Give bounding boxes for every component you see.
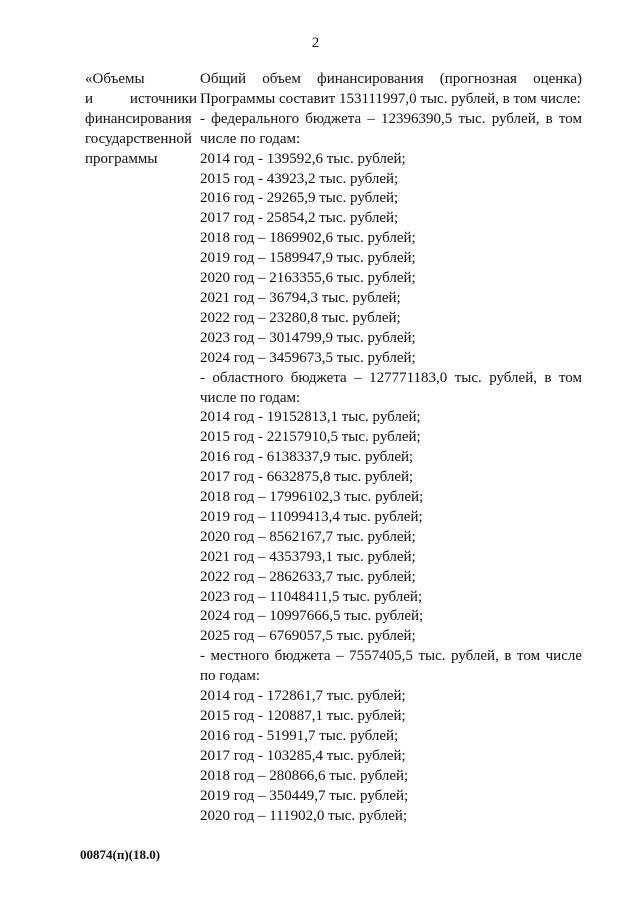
federal-year-line: 2016 год - 29265,9 тыс. рублей;: [200, 190, 399, 207]
federal-year-line: 2018 год – 1869902,6 тыс. рублей;: [200, 230, 416, 247]
federal-year-line: 2022 год – 23280,8 тыс. рублей;: [200, 309, 401, 326]
regional-header-line: - областного бюджета – 127771183,0 тыс. рублей, в том: [200, 369, 582, 386]
regional-year-line: 2025 год – 6769057,5 тыс. рублей;: [200, 628, 416, 645]
intro-line: - федерального бюджета – 12396390,5 тыс. рублей, в том: [200, 110, 582, 127]
local-year-line: 2016 год - 51991,7 тыс. рублей;: [200, 727, 399, 744]
federal-year-line: 2017 год - 25854,2 тыс. рублей;: [200, 210, 399, 227]
local-year-line: 2014 год - 172861,7 тыс. рублей;: [200, 688, 406, 705]
local-year-line: 2018 год – 280866,6 тыс. рублей;: [200, 767, 409, 784]
regional-year-line: 2024 год – 10997666,5 тыс. рублей;: [200, 608, 424, 625]
regional-year-line: 2020 год – 8562167,7 тыс. рублей;: [200, 528, 416, 545]
federal-year-line: 2020 год – 2163355,6 тыс. рублей;: [200, 270, 416, 287]
intro-line: Общий объем финансирования (прогнозная оценка): [200, 71, 582, 87]
regional-year-line: 2018 год – 17996102,3 тыс. рублей;: [200, 489, 424, 506]
regional-year-line: 2023 год – 11048411,5 тыс. рублей;: [200, 588, 423, 605]
federal-year-line: 2023 год – 3014799,9 тыс. рублей;: [200, 329, 416, 346]
federal-year-line: 2014 год - 139592,6 тыс. рублей;: [200, 150, 406, 167]
regional-year-line: 2016 год - 6138337,9 тыс. рублей;: [200, 449, 414, 466]
local-year-line: 2015 год - 120887,1 тыс. рублей;: [200, 708, 406, 724]
regional-year-line: 2017 год - 6632875,8 тыс. рублей;: [200, 469, 414, 486]
section-label-line: государственной: [85, 130, 192, 147]
local-year-line: 2020 год – 111902,0 тыс. рублей;: [200, 807, 408, 824]
section-label-line: программы: [85, 150, 158, 167]
local-header-line: - местного бюджета – 7557405,5 тыс. рублей, в том числе: [200, 648, 582, 665]
federal-year-line: 2015 год - 43923,2 тыс. рублей;: [200, 170, 399, 187]
financing-description: [200, 70, 582, 826]
intro-line: Программы составит 153111997,0 тыс. рублей, в том числе:: [200, 90, 581, 107]
section-label-line: и источники: [85, 90, 197, 107]
federal-year-line: 2021 год – 36794,3 тыс. рублей;: [200, 289, 401, 306]
section-label-line: финансирования: [85, 110, 192, 127]
local-year-line: 2019 год – 350449,7 тыс. рублей;: [200, 787, 409, 804]
page-number: 2: [311, 35, 320, 51]
intro-line: числе по годам:: [200, 130, 301, 147]
section-label-line: «Объемы: [85, 71, 145, 87]
federal-year-line: 2024 год – 3459673,5 тыс. рублей;: [200, 349, 416, 366]
regional-year-line: 2014 год - 19152813,1 тыс. рублей;: [200, 409, 421, 426]
document-code: 00874(п)(18.0): [80, 847, 161, 862]
regional-year-line: 2022 год – 2862633,7 тыс. рублей;: [200, 568, 416, 585]
federal-year-line: 2019 год – 1589947,9 тыс. рублей;: [200, 250, 416, 267]
regional-header-line: числе по годам:: [200, 389, 301, 406]
local-header-line: по годам:: [200, 668, 261, 685]
section-label: [85, 70, 197, 170]
regional-year-line: 2015 год - 22157910,5 тыс. рублей;: [200, 429, 421, 446]
regional-year-line: 2021 год – 4353793,1 тыс. рублей;: [200, 548, 416, 565]
regional-year-line: 2019 год – 11099413,4 тыс. рублей;: [200, 508, 423, 525]
local-year-line: 2017 год - 103285,4 тыс. рублей;: [200, 747, 406, 764]
